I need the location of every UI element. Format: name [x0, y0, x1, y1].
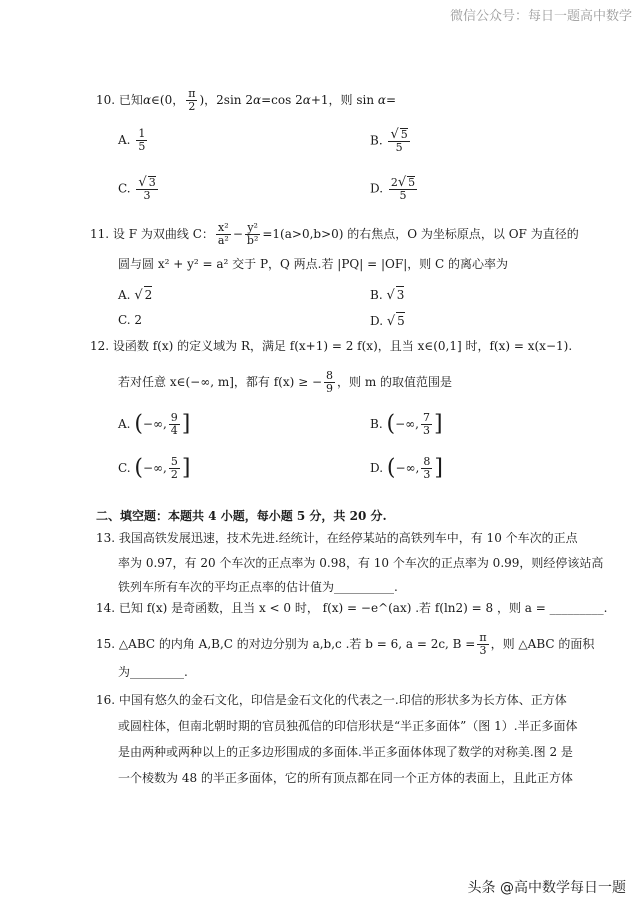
question-15-line1: 15. △ABC 的内角 A,B,C 的对边分别为 a,b,c .若 b = 6, a = 2c, B = $\frac{\pi}{3}$ ，则 △ABC 的面积 [96, 631, 595, 657]
question-16-line3: 是由两种或两种以上的正多边形围成的多面体.半正多面体体现了数学的对称美.图 2 是 [118, 745, 573, 759]
question-10-stem: 10. 已知α∈(0， $\frac{\pi}{2}$ )，2sin 2α=cos 2α+1，则 sin α= [96, 87, 397, 113]
question-13-line3: 铁列车所有车次的平均正点率的估计值为__________. [118, 580, 398, 594]
question-13-line2: 率为 0.97，有 20 个车次的正点率为 0.98，有 10 个车次的正点率为 0.99，则经停该站高 [118, 556, 604, 570]
question-12-stem-line2: 若对任意 x∈(−∞, m]，都有 f(x) ≥ − $\frac{8}{9}$ ，则 m 的取值范围是 [118, 369, 453, 395]
question-15-line2: 为_________. [118, 665, 188, 679]
footer-attribution: 头条 @高中数学每日一题 [467, 880, 626, 896]
q12-option-c: C. (−∞, $\frac{5}{2}$ ] [118, 455, 191, 481]
question-12-stem-line1: 12. 设函数 f(x) 的定义域为 R，满足 f(x+1) = 2 f(x)，且当 x∈(0,1] 时，f(x) = x(x−1). [90, 339, 573, 353]
q10-option-b: B. $\frac{√ 5}{5}$ [370, 127, 408, 154]
question-11-stem-line1: 11. 设 F 为双曲线 C： $\frac{\text{x²}}{\text{a²}}$ − $\frac{\text{y²}}{\text{b²}}$ =1(a>0,b>0) 的右焦点，O 为坐标原点，以 OF 为直径的 [90, 221, 579, 247]
question-14: 14. 已知 f(x) 是奇函数，且当 x < 0 时， f(x) = −e^(ax) .若 f(ln2) = 8 ，则 a = _________. [96, 601, 608, 615]
section-heading-fill-in: 二、填空题：本题共 4 小题，每小题 5 分，共 20 分. [96, 509, 387, 523]
question-13-line1: 13. 我国高铁发展迅速，技术先进.经统计，在经停某站的高铁列车中，有 10 个车次的正点 [96, 531, 578, 545]
question-16-line1: 16. 中国有悠久的金石文化，印信是金石文化的代表之一.印信的形状多为长方体、正方体 [96, 693, 567, 707]
q11-option-c: C. 2 [118, 313, 143, 327]
q11-option-a: A. √ 2 [118, 288, 153, 303]
watermark: 微信公众号：每日一题高中数学 [449, 9, 632, 24]
q10-option-d: D. $\frac{2√ 5}{5}$ [370, 175, 416, 202]
q12-option-d: D. (−∞, $\frac{8}{3}$ ] [370, 455, 443, 481]
question-16-line2: 或圆柱体，但南北朝时期的官员独孤信的印信形状是“半正多面体”（图 1）.半正多面体 [118, 719, 578, 733]
q11-option-d: D. √ 5 [370, 314, 405, 329]
question-11-stem-line2: 圆与圆 x² + y² = a² 交于 P，Q 两点.若 |PQ| = |OF|，则 C 的离心率为 [118, 257, 509, 271]
q10-option-c: C. $\frac{√ 3}{3}$ [118, 175, 156, 202]
question-16-line4: 一个棱数为 48 的半正多面体，它的所有顶点都在同一个正方体的表面上，且此正方体 [118, 771, 573, 785]
q12-option-b: B. (−∞, $\frac{7}{3}$ ] [370, 411, 443, 437]
q12-option-a: A. (−∞, $\frac{9}{4}$ ] [118, 411, 191, 437]
q10-option-a: A. $\frac{1}{5}$ [118, 127, 146, 153]
q11-option-b: B. √ 3 [370, 288, 405, 303]
